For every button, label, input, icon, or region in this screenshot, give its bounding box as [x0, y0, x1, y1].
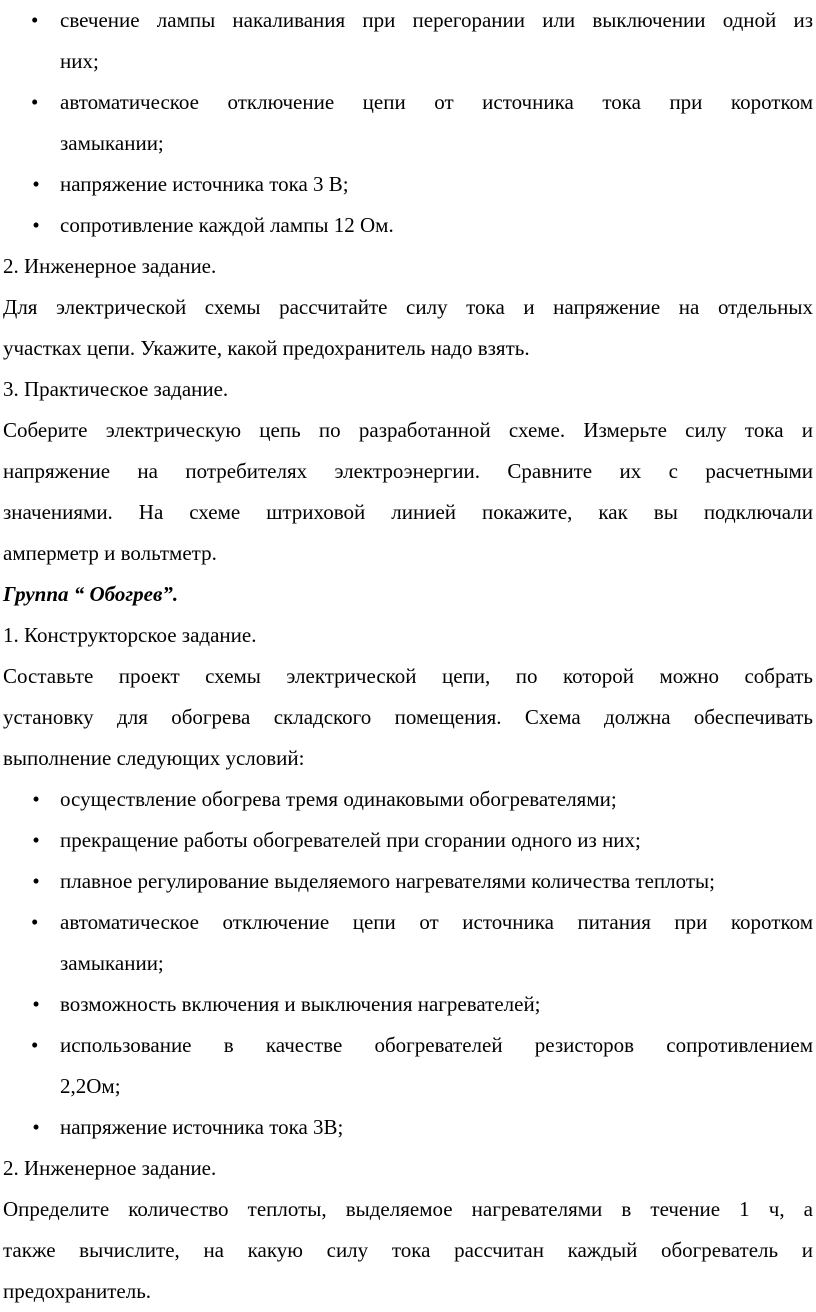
- paragraph-line: предохранитель.: [3, 1279, 152, 1303]
- paragraph-line: напряжение на потребителях электроэнергии. Сравните их с расчетными: [3, 459, 813, 483]
- section-heading-design: 1. Конструкторское задание.: [3, 623, 257, 647]
- list-item: • плавное регулирование выделяемого нагревателями количества теплоты;: [3, 861, 813, 902]
- bullet-marker: •: [32, 213, 40, 237]
- bullet-marker: •: [32, 172, 40, 196]
- list-item: • напряжение источника тока 3 В;: [3, 164, 813, 205]
- bullet-marker: •: [32, 787, 40, 811]
- list-item-continuation: них;: [60, 49, 99, 73]
- paragraph-line: значениями. На схеме штриховой линией покажите, как вы подключали: [3, 500, 813, 524]
- list-item: • сопротивление каждой лампы 12 Ом.: [3, 205, 813, 246]
- paragraph-line: также вычислите, на какую силу тока рассчитан каждый обогреватель и: [3, 1238, 813, 1262]
- bullet-list-bottom: [3, 779, 813, 1148]
- bullet-marker: •: [32, 992, 40, 1016]
- section-heading-practical: 3. Практическое задание.: [3, 377, 229, 401]
- paragraph-line: Соберите электрическую цепь по разработанной схеме. Измерьте силу тока и: [3, 418, 813, 442]
- paragraph-line: Определите количество теплоты, выделяемое нагревателями в течение 1 ч, а: [3, 1197, 813, 1221]
- bullet-list-top: [3, 0, 813, 246]
- group-heading: Группа “ Обогрев”.: [3, 582, 179, 606]
- bullet-marker: •: [31, 90, 39, 114]
- list-item: • автоматическое отключение цепи от источника тока при коротком: [3, 82, 813, 123]
- bullet-marker: •: [31, 1033, 39, 1057]
- section-heading-engineering: 2. Инженерное задание.: [3, 254, 217, 278]
- bullet-marker: •: [32, 1115, 40, 1139]
- paragraph-line: Для электрической схемы рассчитайте силу тока и напряжение на отдельных: [3, 295, 813, 319]
- paragraph-line: установку для обогрева складского помещения. Схема должна обеспечивать: [3, 705, 813, 729]
- paragraph-line: амперметр и вольтметр.: [3, 541, 217, 565]
- bullet-marker: •: [32, 869, 40, 893]
- list-item: • осуществление обогрева тремя одинаковыми обогревателями;: [3, 779, 813, 820]
- list-item-continuation: замыкании;: [60, 131, 164, 155]
- paragraph-line: участках цепи. Укажите, какой предохранитель надо взять.: [3, 336, 530, 360]
- list-item-continuation: замыкании;: [60, 951, 164, 975]
- paragraph-line: выполнение следующих условий:: [3, 746, 305, 770]
- paragraph-line: Составьте проект схемы электрической цепи, по которой можно собрать: [3, 664, 813, 688]
- bullet-marker: •: [31, 8, 39, 32]
- list-item: • автоматическое отключение цепи от источника питания при коротком: [3, 902, 813, 943]
- list-item: • использование в качестве обогревателей резисторов сопротивлением: [3, 1025, 813, 1066]
- list-item: • свечение лампы накаливания при перегорании или выключении одной из: [3, 0, 813, 41]
- bullet-marker: •: [31, 910, 39, 934]
- bullet-marker: •: [32, 828, 40, 852]
- list-item: • возможность включения и выключения нагревателей;: [3, 984, 813, 1025]
- list-item: • напряжение источника тока 3В;: [3, 1107, 813, 1148]
- section-heading-engineering: 2. Инженерное задание.: [3, 1156, 217, 1180]
- list-item-continuation: 2,2Ом;: [60, 1074, 121, 1098]
- list-item: • прекращение работы обогревателей при сгорании одного из них;: [3, 820, 813, 861]
